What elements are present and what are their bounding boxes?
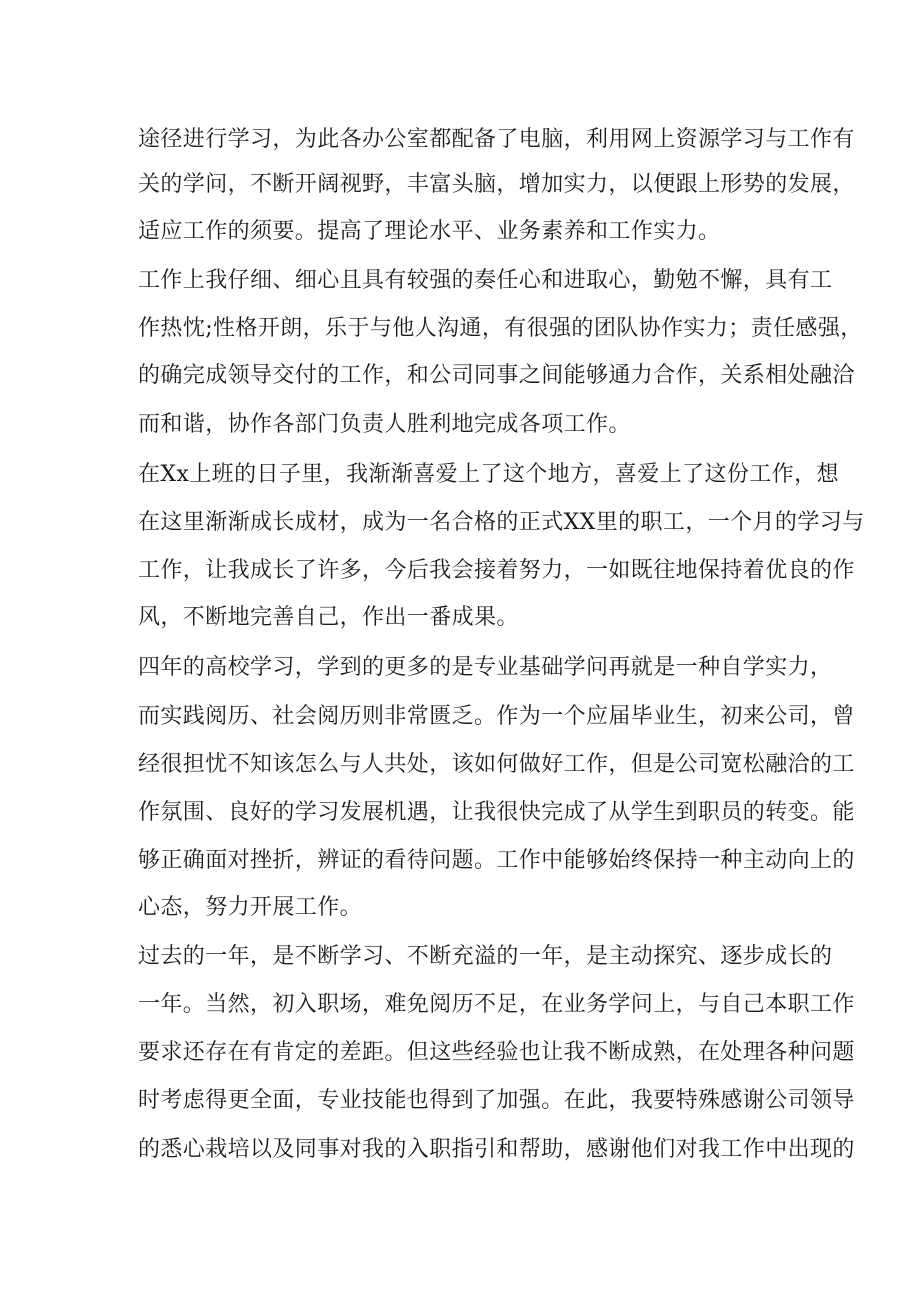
text-line: 途径进行学习，为此各办公室都配备了电脑，利用网上资源学习与工作有: [138, 127, 855, 152]
text-line: 的悉心栽培以及同事对我的入职指引和帮助，感谢他们对我工作中出现的: [138, 1137, 855, 1162]
text-line: 在Xx上班的日子里，我渐渐喜爱上了这个地方，喜爱上了这份工作，想: [138, 462, 839, 487]
text-line: 工作，让我成长了许多，今后我会接着努力，一如既往地保持着优良的作: [138, 558, 855, 583]
text-line: 风，不断地完善自己，作出一番成果。: [138, 605, 519, 630]
text-line: 适应工作的须要。提高了理论水平、业务素养和工作实力。: [138, 219, 721, 244]
text-line: 过去的一年，是不断学习、不断充溢的一年，是主动探究、逐步成长的: [138, 944, 833, 969]
text-line: 在这里渐渐成长成材，成为一名合格的正式XX里的职工，一个月的学习与: [138, 510, 865, 535]
text-line: 时考虑得更全面，专业技能也得到了加强。在此，我要特殊感谢公司领导: [138, 1088, 855, 1113]
text-line: 作热忱;性格开朗，乐于与他人沟通，有很强的团队协作实力；责任感强，: [138, 316, 863, 341]
text-line: 四年的高校学习，学到的更多的是专业基础学问再就是一种自学实力，: [138, 655, 833, 680]
text-line: 关的学问，不断开阔视野，丰富头脑，增加实力，以便跟上形势的发展，: [138, 172, 855, 197]
text-line: 一年。当然，初入职场，难免阅历不足，在业务学问上，与自己本职工作: [138, 992, 855, 1017]
text-line: 工作上我仔细、细心且具有较强的奏任心和进取心，勤勉不懈，具有工: [138, 268, 833, 293]
text-line: 作氛围、良好的学习发展机遇，让我很快完成了从学生到职员的转变。能: [138, 800, 855, 825]
text-line: 够正确面对挫折，辨证的看待问题。工作中能够始终保持一种主动向上的: [138, 848, 855, 873]
text-line: 而实践阅历、社会阅历则非常匮乏。作为一个应届毕业生，初来公司，曾: [138, 704, 855, 729]
text-line: 要求还存在有肯定的差距。但这些经验也让我不断成熟，在处理各种问题: [138, 1040, 855, 1065]
text-line: 心态，努力开展工作。: [138, 895, 363, 920]
text-line: 经很担忧不知该怎么与人共处，该如何做好工作，但是公司宽松融洽的工: [138, 752, 855, 777]
text-line: 的确完成领导交付的工作，和公司同事之间能够通力合作，关系相处融洽: [138, 363, 855, 388]
text-line: 而和谐，协作各部门负责人胜利地完成各项工作。: [138, 412, 631, 437]
